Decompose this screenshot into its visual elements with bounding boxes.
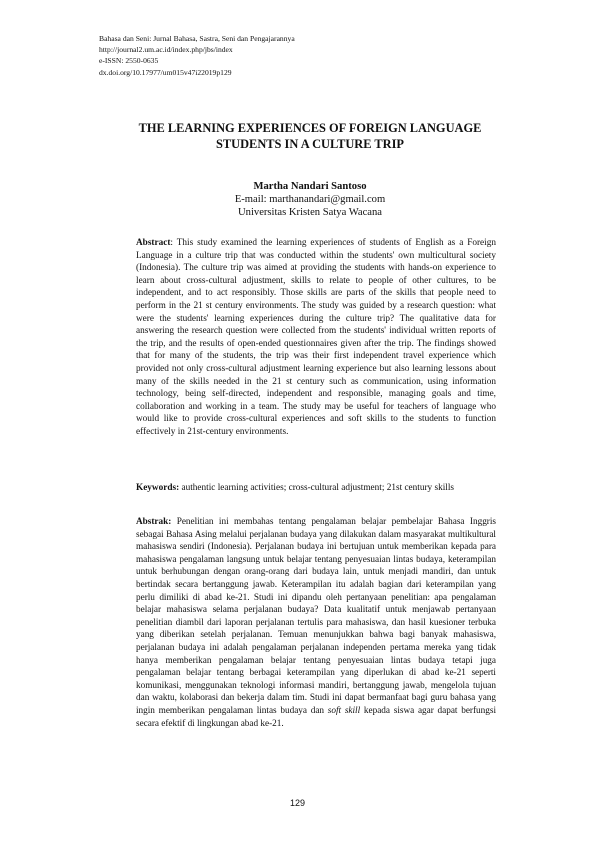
abstrak-text-after: kepada siswa agar dapat berfungsi secara efektif di lingkungan abad ke-21. [136, 705, 496, 729]
author-email[interactable]: E-mail: marthanandari@gmail.com [234, 194, 386, 205]
author-name: Martha Nandari Santoso [253, 181, 367, 192]
paper-title [80, 120, 540, 152]
abstrak-text-before: Penelitian ini membahas tentang pengalaman belajar pembelajar Bahasa Inggris sebagai Bahasa Asing melalui perjalanan budaya yang dilakukan dalam masyarakat multikultural mahasiswa sendiri (Indonesia). Perjalanan budaya ini bertujuan untuk memberikan kepada para mahasiswa pengalaman langsung untuk belajar tentang penyesuaian lintas budaya, keterampilan untuk berhubungan dengan orang-orang dari budaya lain, untuk menjadi mandiri, dan untuk bertindak secara bertanggung jawab. Keterampilan itu adalah bagian dari keterampilan yang perlu dimiliki di abad ke-21. Studi ini dipandu oleh pertanyaan penelitian: apa pengalaman belajar mahasiswa selama perjalanan budaya? Data kualitatif untuk menjawab pertanyaan penelitian diambil dari laporan perjalanan tertulis para mahasiswa, dan hasil kuesioner terbuka yang diberikan setelah perjalanan. Temuan menunjukkan bahwa bagi banyak mahasiswa, perjalanan budaya ini adalah pengalaman perjalanan independen pertama mereka yang tidak hanya memberikan pengalaman belajar tentang penyesuaian lintas budaya tetapi juga pengalaman belajar tentang berbagai keterampilan yang diperlukan di abad ke-21 seperti komunikasi, menggunakan teknologi informasi mandiri, bertanggung jawab, mengelola tujuan dan waktu, kolaborasi dan bekerja dalam tim. Studi ini dapat bermanfaat bagi guru bahasa yang ingin memberikan pengalaman lintas budaya dan [136, 517, 496, 716]
abstract-label: Abstract [136, 238, 171, 248]
keywords-label: Keywords: [136, 483, 180, 493]
author-block [80, 180, 540, 219]
paper-title-line-2: STUDENTS IN A CULTURE TRIP [216, 137, 404, 151]
abstrak-italic-term: soft skill [327, 705, 361, 716]
article-doi[interactable]: dx.doi.org/10.17977/um015v47i22019p129 [99, 67, 232, 77]
abstrak-label: Abstrak: [136, 517, 172, 527]
journal-issn: e-ISSN: 2550-0635 [99, 56, 159, 66]
keywords-text: authentic learning activities; cross-cultural adjustment; 21st century skills [179, 483, 455, 493]
author-affiliation: Universitas Kristen Satya Wacana [238, 207, 382, 218]
journal-header [99, 33, 295, 78]
page-number: 129 [289, 798, 306, 808]
journal-name: Bahasa dan Seni: Jurnal Bahasa, Sastra, Seni dan Pengajarannya [99, 34, 295, 43]
abstrak-section [136, 516, 496, 730]
abstract-text: : This study examined the learning experiences of students of English as a Foreign Language in a culture trip that was conducted within the students' own multicultural society (Indonesia). The culture trip was aimed at providing the students with hands-on experience to learn about cross-cultural adjustment, skills to relate to people of other cultures, to be independent, and to act responsibly. Those skills are parts of the skills that people need to perform in the 21 st century environments. The study was guided by a research question: what were the students' learning experiences during the culture trip? The qualitative data for answering the research question were collected from the students' individual written reports of the trip, and the results of open-ended questionnaires given after the trip. The findings showed that for many of the students, the trip was their first independent travel experience which provided not only cross-cultural adjustment learning experience but also learning lessons about many of the skills needed in the 21 st century such as communication, using information technology, being self-directed, independent and responsible, managing goals and time, collaboration and working in a team. The study may be useful for teachers of language who would like to provide cross-cultural experiences and soft skills to the students to function effectively in 21st-century environments. [136, 238, 496, 437]
paper-title-line-1: THE LEARNING EXPERIENCES OF FOREIGN LANGUAGE [138, 121, 482, 135]
keywords-section [136, 482, 496, 495]
journal-url[interactable]: http://journal2.um.ac.id/index.php/jbs/index [99, 45, 233, 55]
abstract-section [136, 237, 496, 439]
